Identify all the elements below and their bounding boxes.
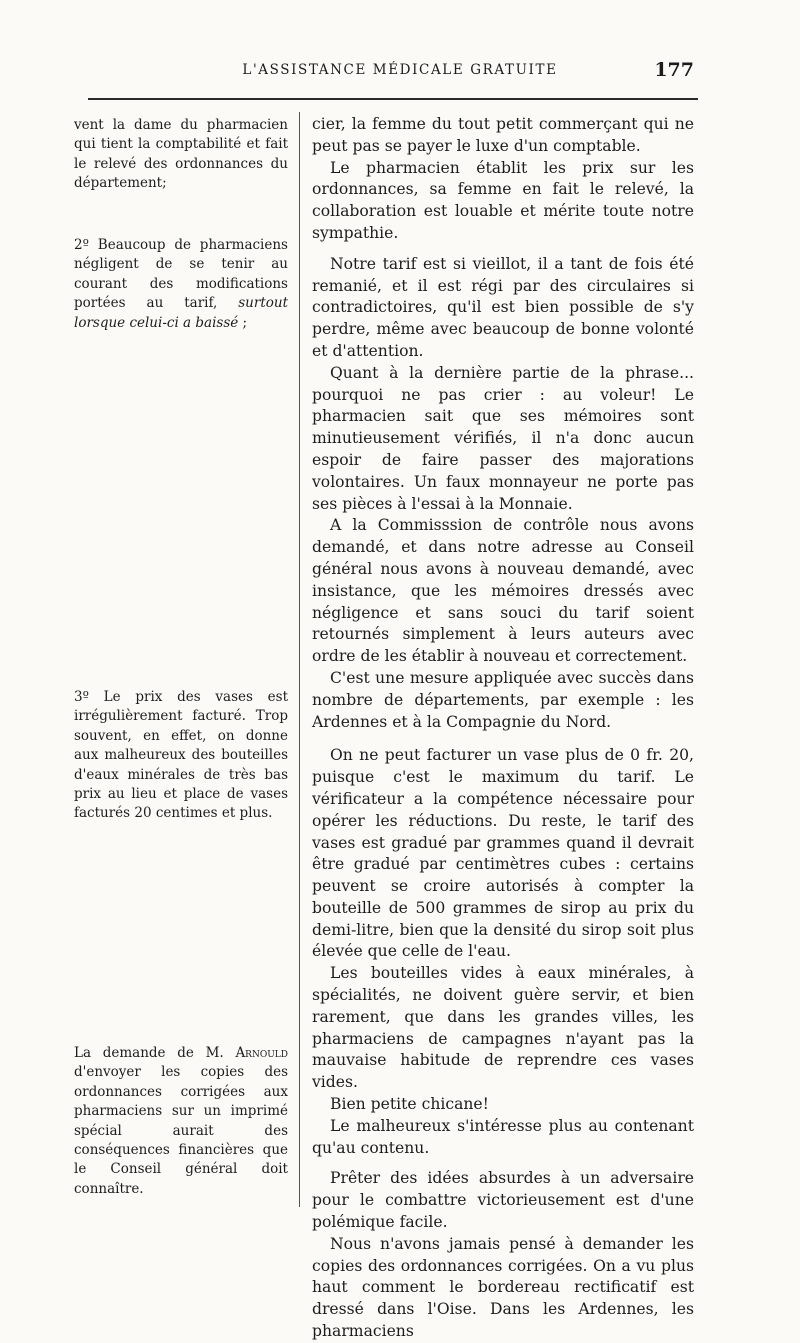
margin-note-2-end: ; [242,314,248,331]
body-paragraph-12: Nous n'avons jamais pensé à demander les copies des ordonnances corrigées. On a vu plus haut comment le bordereau rectificatif est dressé dans l'Oise. Dans les Ardennes, les pharmaciens [312,1234,694,1341]
body-paragraph-5: A la Commisssion de contrôle nous avons demandé, et dans notre adresse au Conseil général nous avons à nouveau demandé, avec insistance, que les mémoires dressés avec négligence et sans souci du tarif soient retournés simplement à leurs auteurs avec ordre de les établir à nouveau et correctement. [312,516,694,666]
body-paragraph-4: Quant à la dernière partie de la phrase... pourquoi ne pas crier : au voleur! Le pharmacien sait que ses mémoires sont minutieusement vérifiés, il n'a donc aucun espoir de faire passer des majorations volontaires. Un faux monnayeur ne porte pas ses pièces à l'essai à la Monnaie. [312,363,694,513]
margin-note-3: 3º Le prix des vases est irrégulièrement facturé. Trop souvent, en effet, on donne aux malheureux des bouteilles d'eaux minérales de très bas prix au lieu et place de vases facturés 20 centimes et plus. [74,689,288,822]
body-paragraph-1: cier, la femme du tout petit commerçant qui ne peut pas se payer le luxe d'un comptable. [312,115,694,155]
main-text-column [312,114,694,1343]
margin-note-1: vent la dame du pharmacien qui tient la comptabilité et fait le relevé des ordonnances du département; [74,117,288,192]
column-divider [299,112,300,1207]
margin-note-4-text: La demande de M. [74,1045,224,1061]
margin-note-4 [74,1044,288,1199]
margin-note-2 [74,236,288,333]
page-number: 177 [654,59,694,81]
body-paragraph-9: Bien petite chicane! [330,1095,489,1114]
margin-note-4-author: Arnould [235,1045,288,1061]
body-paragraph-11: Prêter des idées absurdes à un adversaire pour le combattre victorieusement est d'une polémique facile. [312,1169,694,1232]
margin-note-2-text: 2º Beaucoup de pharmaciens négligent de se tenir au courant des modifications portées au tarif, [74,237,288,312]
body-paragraph-2: Le pharmacien établit les prix sur les ordonnances, sa femme en fait le relevé, la collaboration est louable et mérite toute notre sympathie. [312,158,694,242]
body-paragraph-6: C'est une mesure appliquée avec succès dans nombre de départements, par exemple : les Ardennes et à la Compagnie du Nord. [312,668,694,731]
margin-note-2-emphasis: surtout lorsque celui-ci a baissé [74,295,288,331]
body-paragraph-3: Notre tarif est si vieillot, il a tant de fois été remanié, et il est régi par des circulaires si contradictoires, qu'il est bien possible de s'y perdre, même avec beaucoup de bonne volonté et d'attention. [312,254,694,360]
body-paragraph-7: On ne peut facturer un vase plus de 0 fr. 20, puisque c'est le maximum du tarif. Le vérificateur a la compétence nécessaire pour opérer les réductions. Du reste, le tarif des vases est gradué par grammes quand il devrait être gradué par centimètres cubes : certains peuvent se croire autorisés à compter la bouteille de 500 grammes de sirop au prix du demi-litre, bien que la densité du sirop soit plus élevée que celle de l'eau. [312,746,694,961]
body-paragraph-8: Les bouteilles vides à eaux minérales, à spécialités, ne doivent guère servir, et bien rarement, que dans les grandes villes, les pharmaciens de campagnes n'ayant pas la mauvaise habitude de reprendre ces vases vides. [312,964,694,1092]
header-rule [88,98,698,100]
running-header-title: L'ASSISTANCE MÉDICALE GRATUITE [242,62,558,78]
margin-note-4-rest: d'envoyer les copies des ordonnances corrigées aux pharmaciens sur un imprimé spécial aurait des conséquences financières que le Conseil général doit connaître. [74,1064,288,1197]
body-paragraph-10: Le malheureux s'intéresse plus au contenant qu'au contenu. [312,1116,694,1157]
